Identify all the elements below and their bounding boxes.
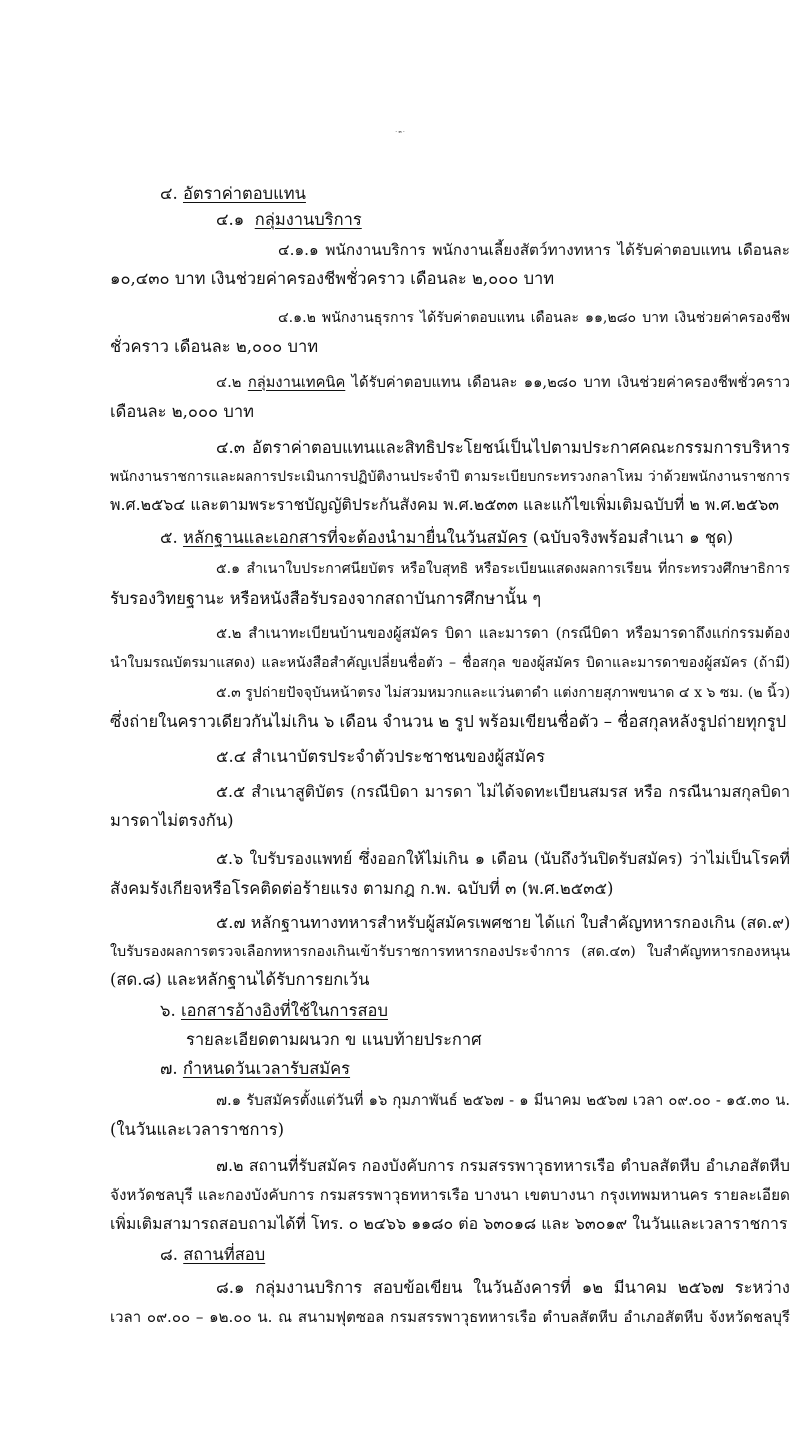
- section-4-2-text: ได้รับค่าตอบแทน เดือนละ ๑๑,๒๘๐ บาท เงินช่วยค่าครองชีพชั่วคราว: [351, 374, 790, 391]
- section-5-1-line-2: รับรองวิทยฐานะ หรือหนังสือรับรองจากสถาบันการศึกษานั้น ๆ: [110, 589, 542, 608]
- section-5-1-line-1: ๕.๑ สำเนาใบประกาศนียบัตร หรือใบสุทธิ หรือระเบียนแสดงผลการเรียน ที่กระทรวงศึกษาธิการ: [216, 561, 790, 577]
- section-5-7-line-1: ๕.๗ หลักฐานทางทหารสำหรับผู้สมัครเพศชาย ได้แก่ ใบสำคัญทหารกองเกิน (สด.๙): [216, 913, 791, 932]
- section-4-2-line-2: เดือนละ ๒,๐๐๐ บาท: [110, 402, 254, 421]
- section-5-6-line-1: ๕.๖ ใบรับรองแพทย์ ซึ่งออกให้ไม่เกิน ๑ เดือน (นับถึงวันปิดรับสมัคร) ว่าไม่เป็นโรคที่: [216, 849, 790, 868]
- section-4-number: ๔.: [160, 184, 178, 203]
- section-8-1-line-1: ๘.๑ กลุ่มงานบริการ สอบข้อเขียน ในวันอังคารที่ ๑๒ มีนาคม ๒๕๖๗ ระหว่าง: [216, 1278, 790, 1297]
- section-7-2-line-2: จังหวัดชลบุรี และกองบังคับการ กรมสรรพาวุธทหารเรือ บางนา เขตบางนา กรุงเทพมหานคร รายละเอียด: [110, 1186, 790, 1204]
- section-5-5-line-2: มารดาไม่ตรงกัน): [110, 811, 234, 830]
- page-number: - ๓ -: [395, 130, 405, 135]
- section-4-1-title: กลุ่มงานบริการ: [254, 210, 362, 229]
- section-5-heading: [160, 525, 733, 551]
- section-7-1-line-2: (ในวันและเวลาราชการ): [110, 1120, 285, 1139]
- section-6-body: รายละเอียดตามผนวก ข แนบท้ายประกาศ: [186, 1030, 482, 1049]
- section-4-1-heading: [216, 207, 362, 233]
- section-5-title: หลักฐานและเอกสารที่จะต้องนำมายื่นในวันสมัคร: [182, 528, 528, 547]
- section-5-note: (ฉบับจริงพร้อมสำเนา ๑ ชุด): [532, 528, 734, 547]
- section-7-heading: [160, 1056, 350, 1082]
- section-4-3-line-2: พนักงานราชการและผลการประเมินการปฏิบัติงานประจำปี ตามระเบียบกระทรวงกลาโหม ว่าด้วยพนักงานราชการ: [110, 469, 790, 485]
- section-5-3-line-1: ๕.๓ รูปถ่ายปัจจุบันหน้าตรง ไม่สวมหมวกและแว่นตาดำ แต่งกายสุภาพขนาด ๔ x ๖ ซม. (๒ นิ้ว): [216, 685, 791, 701]
- section-4-1-1-line-2: ๑๐,๔๓๐ บาท เงินช่วยค่าครองชีพชั่วคราว เดือนละ ๒,๐๐๐ บาท: [110, 269, 555, 288]
- section-4-title: อัตราค่าตอบแทน: [182, 184, 306, 203]
- section-4-heading: [160, 181, 306, 207]
- section-8-number: ๘.: [160, 1245, 178, 1264]
- section-5-5-line-1: ๕.๕ สำเนาสูติบัตร (กรณีบิดา มารดา ไม่ได้จดทะเบียนสมรส หรือ กรณีนามสกุลบิดา: [216, 782, 790, 801]
- section-8-1-line-2: เวลา ๐๙.๐๐ – ๑๒.๐๐ น. ณ สนามฟุตซอล กรมสรรพาวุธทหารเรือ ตำบลสัตหีบ อำเภอสัตหีบ จังหวัดชลบุรี: [110, 1308, 790, 1326]
- section-4-1-2-line-1: ๔.๑.๒ พนักงานธุรการ ได้รับค่าตอบแทน เดือนละ ๑๑,๒๘๐ บาท เงินช่วยค่าครองชีพ: [278, 310, 790, 326]
- section-6-heading: [160, 998, 388, 1024]
- section-4-1-number: ๔.๑: [216, 210, 245, 229]
- section-5-2-line-1: ๕.๒ สำเนาทะเบียนบ้านของผู้สมัคร บิดา และมารดา (กรณีบิดา หรือมารดาถึงแก่กรรมต้อง: [216, 625, 790, 642]
- section-6-number: ๖.: [160, 1001, 176, 1020]
- section-4-3-line-1: ๔.๓ อัตราค่าตอบแทนและสิทธิประโยชน์เป็นไปตามประกาศคณะกรรมการบริหาร: [216, 438, 790, 457]
- section-5-4-line: ๕.๔ สำเนาบัตรประจำตัวประชาชนของผู้สมัคร: [216, 747, 546, 766]
- section-7-title: กำหนดวันเวลารับสมัคร: [182, 1059, 351, 1078]
- section-4-1-2-line-2: ชั่วคราว เดือนละ ๒,๐๐๐ บาท: [110, 337, 319, 356]
- section-5-2-line-2: นำใบมรณบัตรมาแสดง) และหนังสือสำคัญเปลี่ยนชื่อตัว – ชื่อสกุล ของผู้สมัคร บิดาและมารดาของผู้สมัคร (ถ้ามี): [110, 655, 790, 671]
- section-7-number: ๗.: [160, 1059, 178, 1078]
- section-5-3-line-2: ซึ่งถ่ายในคราวเดียวกันไม่เกิน ๖ เดือน จำนวน ๒ รูป พร้อมเขียนชื่อตัว – ชื่อสกุลหลังรูปถ่ายทุกรูป: [110, 712, 787, 731]
- section-4-2-number: ๔.๒: [216, 374, 242, 391]
- section-7-2-line-1: ๗.๒ สถานที่รับสมัคร กองบังคับการ กรมสรรพาวุธทหารเรือ ตำบลสัตหีบ อำเภอสัตหีบ: [216, 1156, 790, 1175]
- section-8-heading: [160, 1242, 265, 1268]
- section-4-2-title: กลุ่มงานเทคนิค: [247, 374, 346, 391]
- section-5-7-line-3: (สด.๘) และหลักฐานได้รับการยกเว้น: [110, 970, 370, 989]
- section-7-2-line-3: เพิ่มเติมสามารถสอบถามได้ที่ โทร. ๐ ๒๔๖๖ ๑๑๘๐ ต่อ ๖๓๐๑๘ และ ๖๓๐๑๙ ในวันและเวลาราชการ: [110, 1214, 788, 1233]
- section-4-1-1-line-1: ๔.๑.๑ พนักงานบริการ พนักงานเลี้ยงสัตว์ทางทหาร ได้รับค่าตอบแทน เดือนละ: [278, 241, 790, 259]
- section-4-3-line-3: พ.ศ.๒๕๖๔ และตามพระราชบัญญัติประกันสังคม พ.ศ.๒๕๓๓ และแก้ไขเพิ่มเติมฉบับที่ ๒ พ.ศ.๒๕๖๓: [110, 495, 780, 514]
- section-7-1-line-1: ๗.๑ รับสมัครตั้งแต่วันที่ ๑๖ กุมภาพันธ์ ๒๕๖๗ - ๑ มีนาคม ๒๕๖๗ เวลา ๐๙.๐๐ - ๑๕.๓๐ น.: [216, 1092, 790, 1109]
- section-5-7-line-2: ใบรับรองผลการตรวจเลือกทหารกองเกินเข้ารับราชการทหารกองประจำการ (สด.๔๓) ใบสำคัญทหารกองหนุน: [110, 944, 790, 960]
- section-6-title: เอกสารอ้างอิงที่ใช้ในการสอบ: [180, 1001, 388, 1020]
- section-8-title: สถานที่สอบ: [183, 1245, 266, 1264]
- section-5-6-line-2: สังคมรังเกียจหรือโรคติดต่อร้ายแรง ตามกฎ ก.พ. ฉบับที่ ๓ (พ.ศ.๒๕๓๕): [110, 879, 614, 898]
- section-4-2-line-1: [216, 370, 790, 396]
- section-5-number: ๕.: [160, 528, 178, 547]
